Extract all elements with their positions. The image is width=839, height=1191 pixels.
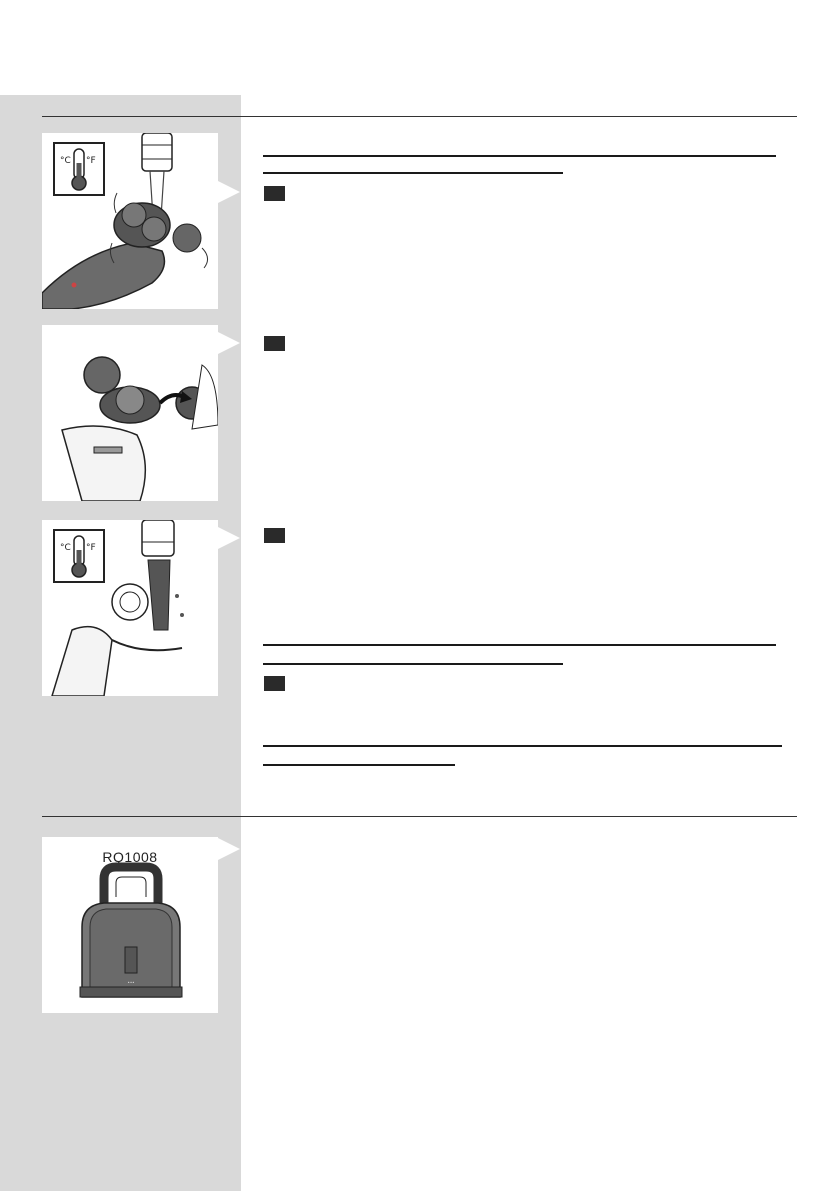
step-marker-4 <box>264 676 285 691</box>
svg-text:°F: °F <box>86 543 96 553</box>
cutting-unit-illustration <box>42 325 218 501</box>
figure-cleaning-cartridge <box>42 837 218 1013</box>
figure-pointer-1 <box>218 181 240 203</box>
figure-rinse-cutting-unit <box>42 520 218 696</box>
cutting-unit-rinse-illustration <box>42 520 218 696</box>
figure-pointer-2 <box>218 332 240 354</box>
figure-rinse-head <box>42 133 218 309</box>
shaver-rinse-illustration <box>42 133 218 309</box>
top-divider <box>42 116 797 117</box>
step-marker-3 <box>264 528 285 543</box>
section-divider <box>42 816 797 817</box>
cartridge-illustration <box>42 837 218 1013</box>
heading-line-1b <box>263 172 563 174</box>
step-marker-2 <box>264 336 285 351</box>
svg-text:°C: °C <box>60 156 71 166</box>
heading-line-1a <box>263 155 776 157</box>
svg-text:•••: ••• <box>127 980 135 985</box>
svg-text:°F: °F <box>86 156 96 166</box>
figure-pointer-4 <box>218 838 240 860</box>
svg-text:°C: °C <box>60 543 71 553</box>
heading-line-3b <box>263 764 455 766</box>
heading-line-2a <box>263 644 776 646</box>
figure-pointer-3 <box>218 527 240 549</box>
model-label: RQ1008 <box>102 849 158 865</box>
heading-line-3a <box>263 745 782 747</box>
heading-line-2b <box>263 663 563 665</box>
step-marker-1 <box>264 186 285 201</box>
figure-open-cutting-unit <box>42 325 218 501</box>
